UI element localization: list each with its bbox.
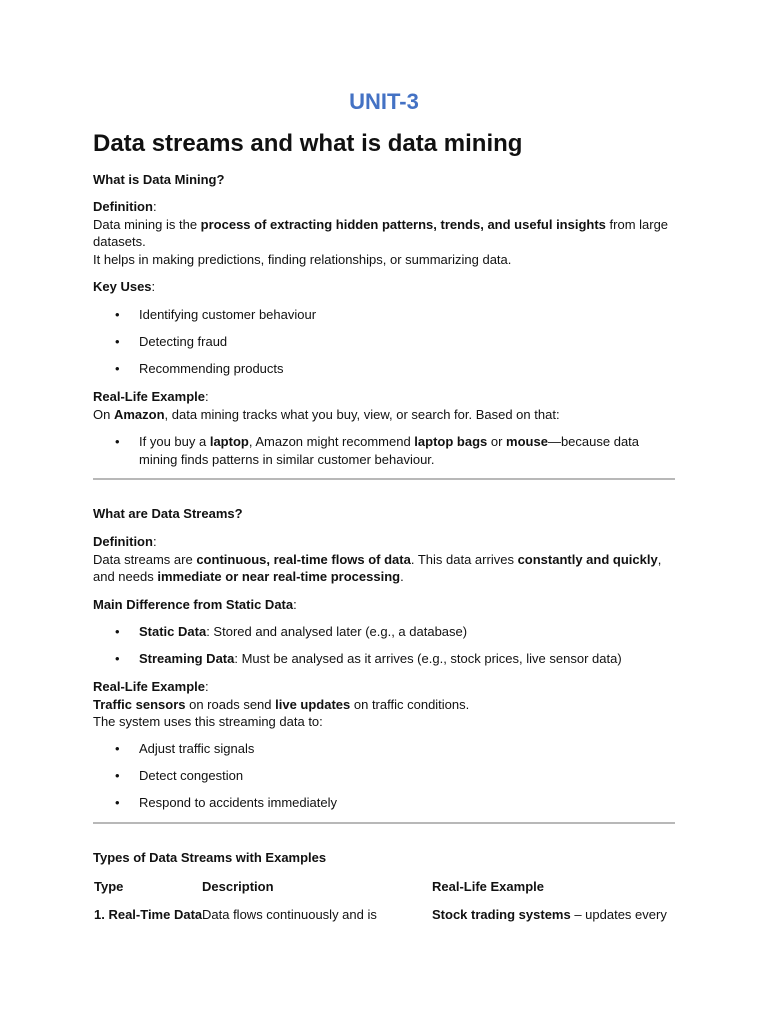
example-label: Real-Life Example (93, 679, 205, 694)
example-bold: Traffic sensors (93, 696, 186, 712)
definition-text-bold: process of extracting hidden patterns, trends, and useful insights (200, 216, 606, 232)
definition-label: Definition (93, 534, 153, 549)
definition-text: . (400, 569, 404, 584)
example-text: – updates every (570, 907, 667, 922)
definition-text-pre: Data mining is the (93, 216, 201, 232)
streaming-uses-list (93, 740, 675, 821)
example-bold: live updates (275, 696, 351, 712)
list-item (93, 650, 675, 668)
table-header-row (93, 878, 675, 906)
definition-block-data-mining (93, 198, 675, 268)
bullet-text: , Amazon might recommend (248, 434, 415, 449)
table-header-cell: Type (94, 879, 124, 894)
section-heading-data-mining: What is Data Mining? (93, 172, 225, 187)
table-row (93, 906, 675, 934)
definition-colon: : (152, 199, 157, 214)
table-cell-example (432, 906, 667, 924)
main-difference-colon: : (293, 597, 297, 612)
definition-text: . This data arrives (410, 551, 518, 567)
horizontal-divider (93, 822, 675, 824)
horizontal-divider (93, 478, 675, 480)
example-bold: Stock trading systems (432, 907, 571, 922)
list-item (93, 623, 675, 641)
list-item: • Detecting fraud (93, 333, 675, 351)
definition-label: Definition (93, 199, 153, 214)
static-data-label: Static Data (139, 624, 207, 639)
list-item: • Recommending products (93, 360, 675, 378)
bullet-text: If you buy a (139, 434, 210, 449)
difference-list (93, 623, 675, 677)
definition-text-post: from large datasets. (93, 216, 669, 249)
example-text: on traffic conditions. (350, 696, 470, 712)
definition-bold: immediate or near real-time processing (157, 569, 401, 584)
key-uses-label-line (93, 278, 675, 296)
key-uses-colon: : (151, 279, 156, 294)
bullet-text: or (487, 434, 507, 449)
document-title: Data streams and what is data mining (93, 130, 523, 157)
example-amazon: Amazon (113, 406, 165, 422)
bullet-bold-laptop: laptop (209, 434, 249, 449)
main-difference-label: Main Difference from Static Data (93, 597, 294, 612)
example-colon: : (205, 389, 209, 404)
section-heading-types: Types of Data Streams with Examples (93, 850, 327, 865)
list-item: • Adjust traffic signals (93, 740, 675, 758)
list-item (93, 433, 675, 468)
list-item: • Respond to accidents immediately (93, 794, 675, 812)
unit-title: UNIT-3 (349, 89, 419, 114)
list-item: • Detect congestion (93, 767, 675, 785)
section-heading-data-streams: What are Data Streams? (93, 506, 243, 521)
streaming-data-label: Streaming Data (139, 651, 235, 666)
main-difference-label-line (93, 596, 675, 614)
key-uses-list (93, 306, 675, 387)
example-block-data-streams (93, 678, 675, 731)
example-text-pre: On (93, 406, 114, 422)
example-text-line2: The system uses this streaming data to: (93, 714, 323, 729)
definition-text: Data streams are (93, 551, 197, 567)
definition-text: , and needs (93, 551, 662, 584)
table-cell-description: Data flows continuously and is (202, 907, 377, 922)
example-label: Real-Life Example (93, 389, 205, 404)
bullet-bold-laptop-bags: laptop bags (414, 434, 488, 449)
example-colon: : (205, 679, 209, 694)
table-header-cell: Description (202, 879, 274, 894)
bullet-bold-mouse: mouse (506, 434, 548, 449)
example-text-post: , data mining tracks what you buy, view, or search for. Based on that: (164, 406, 560, 422)
definition-bold: continuous, real-time flows of data (196, 551, 411, 567)
definition-bold: constantly and quickly (517, 551, 658, 567)
table-header-cell: Real-Life Example (432, 879, 544, 894)
example-text: on roads send (185, 696, 276, 712)
bullet-text: —because data mining finds patterns in similar customer behaviour. (139, 434, 640, 467)
table-cell-type: 1. Real-Time Data (94, 907, 203, 922)
definition-text-line2: It helps in making predictions, finding relationships, or summarizing data. (93, 251, 512, 267)
static-data-text: : Stored and analysed later (e.g., a database) (206, 624, 468, 639)
example-list (93, 433, 675, 478)
definition-block-data-streams (93, 533, 675, 586)
definition-colon: : (152, 534, 157, 549)
streaming-data-text: : Must be analysed as it arrives (e.g., stock prices, live sensor data) (234, 651, 622, 666)
list-item: • Identifying customer behaviour (93, 306, 675, 324)
example-block-data-mining (93, 388, 675, 423)
types-table (93, 878, 675, 934)
key-uses-label: Key Uses (93, 279, 152, 294)
